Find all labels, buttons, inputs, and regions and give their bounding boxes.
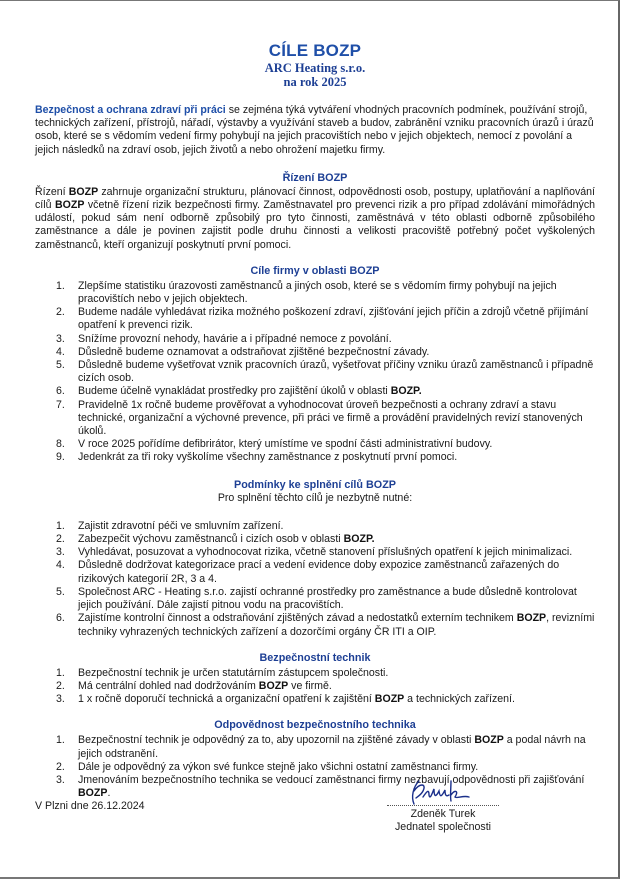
intro-paragraph: [35, 104, 595, 157]
list-bold-term: BOZP.: [390, 385, 422, 398]
list-number: 4.: [56, 559, 65, 572]
section-heading-cile: Cíle firmy v oblasti BOZP: [250, 264, 380, 277]
list-text: Důsledně budeme oznamovat a odstraňovat zjištěné bezpečnostní závady.: [78, 345, 430, 358]
list-bold-term: BOZP: [78, 787, 108, 800]
technik-list: [35, 667, 595, 707]
list-text: Zajistit zdravotní péči ve smluvním zařízení.: [78, 519, 284, 532]
signature-icon: [401, 777, 481, 807]
cile-list-item: [35, 346, 595, 359]
rizeni-paragraph: [35, 186, 595, 252]
list-text: Zajistíme kontrolní činnost a odstraňování zjištěných závad a nedostatků externím technikem: [78, 612, 517, 625]
signature-line: [387, 779, 499, 806]
list-bold-term: BOZP: [258, 679, 289, 692]
list-text: Jedenkrát za tři roky vyškolíme všechny zaměstnance z poskytnutí první pomoci.: [78, 451, 458, 464]
podminky-list-item: [35, 559, 595, 585]
cile-list-item: [35, 333, 595, 346]
list-bold-term: BOZP.: [343, 533, 375, 546]
list-number: 3.: [56, 332, 65, 345]
list-number: 1.: [56, 666, 65, 679]
list-text: Bezpečnostní technik je odpovědný za to, aby upozornil na zjištěné závady v oblasti: [78, 734, 475, 747]
section-heading-technik: Bezpečnostní technik: [259, 651, 371, 664]
rizeni-bold-1: BOZP: [68, 185, 99, 198]
list-number: 6.: [56, 612, 65, 625]
list-text: Pravidelně 1x ročně budeme prověřovat a vyhodnocovat úroveň bezpečnosti a ochrany zdraví a stavu technické, organizační a výchovné prevence, při práci ve firmě a provádění pravidelných revizí stanovených úkolů.: [78, 398, 583, 438]
place-date: V Plzni dne 26.12.2024: [35, 800, 145, 812]
cile-list-item: [35, 359, 595, 385]
list-text: Zlepšíme statistiku úrazovosti zaměstnanců a jiných osob, které se s vědomím firmy pohybují na jejich pracovištích nebo v jejich objektech.: [78, 279, 557, 306]
list-number: 7.: [56, 398, 65, 411]
podminky-list-item: [35, 586, 595, 612]
podminky-list-item: [35, 533, 595, 546]
cile-list-item: [35, 280, 595, 306]
list-number: 9.: [56, 451, 65, 464]
company-name: ARC Heating s.r.o.: [264, 61, 366, 75]
list-text: V roce 2025 pořídíme defibrirátor, který umístíme ve spodní části administrativní budovy.: [78, 438, 493, 451]
rizeni-text-3: včetně řízení rizik bezpečnosti firmy. Zaměstnavatel pro prevenci rizik a pro případ zdolávání mimořádných událostí, pokud sám není odborně způsobilý pro tyto činnosti, zaměstnává v této oblasti odborně způsobilého zaměstnance a dále je povinen zajistit podle druhu činnosti a velikosti pracoviště potřebný počet vyškolených zaměstnanců, kteří organizují poskytnutí první pomoci.: [35, 199, 596, 251]
document-title: CÍLE BOZP: [268, 41, 362, 60]
list-number: 1.: [56, 279, 65, 292]
podminky-list-item: [35, 546, 595, 559]
list-number: 2.: [56, 533, 65, 546]
cile-list: [35, 280, 595, 465]
list-text: Dále je odpovědný za výkon své funkce stejně jako všichni ostatní zaměstnanci firmy.: [78, 760, 479, 773]
list-bold-term: BOZP: [374, 693, 405, 706]
technik-list-item: [35, 680, 595, 693]
list-text: Zabezpečit výchovu zaměstnanců i cizích osob v oblasti: [78, 533, 344, 546]
list-text: Společnost ARC - Heating s.r.o. zajistí ochranné prostředky pro zaměstnance a bude důsledně kontrolovat jejich používání. Dále zajistí pitnou vodu na pracovištích.: [78, 585, 577, 612]
list-number: 5.: [56, 359, 65, 372]
odpovednost-list-item: [35, 734, 595, 760]
list-text: 1 x ročně doporučí technická a organizační opatření k zajištění: [78, 693, 375, 706]
intro-lead: Bezpečnost a ochrana zdraví při práci: [35, 104, 226, 116]
list-number: 3.: [56, 773, 65, 786]
odpovednost-list-item: [35, 774, 595, 800]
podminky-subheading: Pro splnění těchto cílů je nezbytně nutné:: [217, 491, 413, 504]
list-number: 8.: [56, 438, 65, 451]
podminky-list: [35, 520, 595, 639]
list-text: Bezpečnostní technik je určen statutárním zástupcem společnosti.: [78, 666, 389, 679]
list-text-after: a podal návrh na jejich odstranění.: [78, 734, 586, 760]
list-number: 4.: [56, 345, 65, 358]
year-line: na rok 2025: [283, 75, 347, 89]
list-number: 1.: [56, 734, 65, 747]
cile-list-item: [35, 399, 595, 439]
odpovednost-list: [35, 734, 595, 800]
list-number: 3.: [56, 546, 65, 559]
podminky-list-item: [35, 520, 595, 533]
cile-list-item: [35, 451, 595, 464]
list-text: Snížíme provozní nehody, havárie a i případné nemoce z povolání.: [78, 332, 392, 345]
list-text: Důsledně dodržovat kategorizace prací a vedení evidence doby expozice zaměstnanců zařazených do rizikových kategorií 2R, 3 a 4.: [78, 559, 560, 585]
list-text: Vyhledávat, posuzovat a vyhodnocovat rizika, včetně stanovení příslušných opatření k jejich minimalizaci.: [78, 546, 573, 559]
cile-list-item: [35, 306, 595, 332]
list-number: 2.: [56, 679, 65, 692]
cile-list-item: [35, 438, 595, 451]
cile-list-item: [35, 385, 595, 398]
section-heading-rizeni: Řízení BOZP: [282, 171, 348, 184]
list-text: Má centrální dohled nad dodržováním: [78, 679, 259, 692]
list-text-after: a technických zařízení.: [404, 693, 515, 706]
list-number: 3.: [56, 693, 65, 706]
list-number: 2.: [56, 306, 65, 319]
list-text-after: , revizními techniky vyhrazených technických zařízení a dozorčími orgány ČR ITI a OIP.: [78, 612, 595, 638]
section-heading-odpovednost: Odpovědnost bezpečnostního technika: [214, 719, 416, 732]
rizeni-text-1: Řízení: [35, 185, 69, 198]
list-number: 5.: [56, 585, 65, 598]
list-text-after: .: [107, 787, 111, 800]
list-number: 1.: [56, 519, 65, 532]
list-number: 2.: [56, 760, 65, 773]
rizeni-text-2: zahrnuje organizační strukturu, plánovací činnost, odpovědnosti osob, postupy, uplatňování a naplňování cílů: [35, 185, 595, 212]
list-text: Jmenováním bezpečnostního technika se vedoucí zaměstnanci firmy nezbavují odpovědnosti při zajišťování: [78, 773, 585, 786]
signature-block: [387, 779, 499, 834]
signer-name: Zdeněk Turek: [410, 808, 476, 820]
technik-list-item: [35, 667, 595, 680]
rizeni-bold-2: BOZP: [54, 199, 85, 212]
podminky-list-item: [35, 612, 595, 638]
intro-text: se zejména týká vytváření vhodných pracovních podmínek, používání strojů, technických zařízení, přístrojů, nářadí, výstavby a využívání staveb a budov, zabránění vzniku pracovních úrazů i úrazů osob, které se s vědomím vedení firmy pohybují na jejich pracovištích nebo v jejich objektech, nemocí z povolání a jejich následků na zdraví osob, jejich životů a nebo ohrožení majetku firmy.: [35, 104, 594, 156]
signer-role: Jednatel společnosti: [395, 821, 491, 834]
list-number: 6.: [56, 385, 65, 398]
list-bold-term: BOZP: [516, 612, 547, 625]
technik-list-item: [35, 693, 595, 706]
list-text: Důsledně budeme vyšetřovat vznik pracovních úrazů, vyšetřovat příčiny vzniku úrazů zaměstnanců i případně cizích osob.: [78, 359, 594, 385]
section-heading-podminky: Podmínky ke splnění cílů BOZP: [234, 478, 396, 491]
odpovednost-list-item: [35, 761, 595, 774]
list-text: Budeme nadále vyhledávat rizika možného poškození zdraví, zjišťování jejich příčin a zdrojů včetně přijímání opatření k prevenci rizik.: [78, 306, 589, 332]
list-text-after: ve firmě.: [288, 679, 332, 692]
document-content: [35, 1, 595, 800]
list-bold-term: BOZP: [474, 734, 504, 747]
list-text: Budeme účelně vynakládat prostředky pro zajištění úkolů v oblasti: [78, 385, 391, 398]
